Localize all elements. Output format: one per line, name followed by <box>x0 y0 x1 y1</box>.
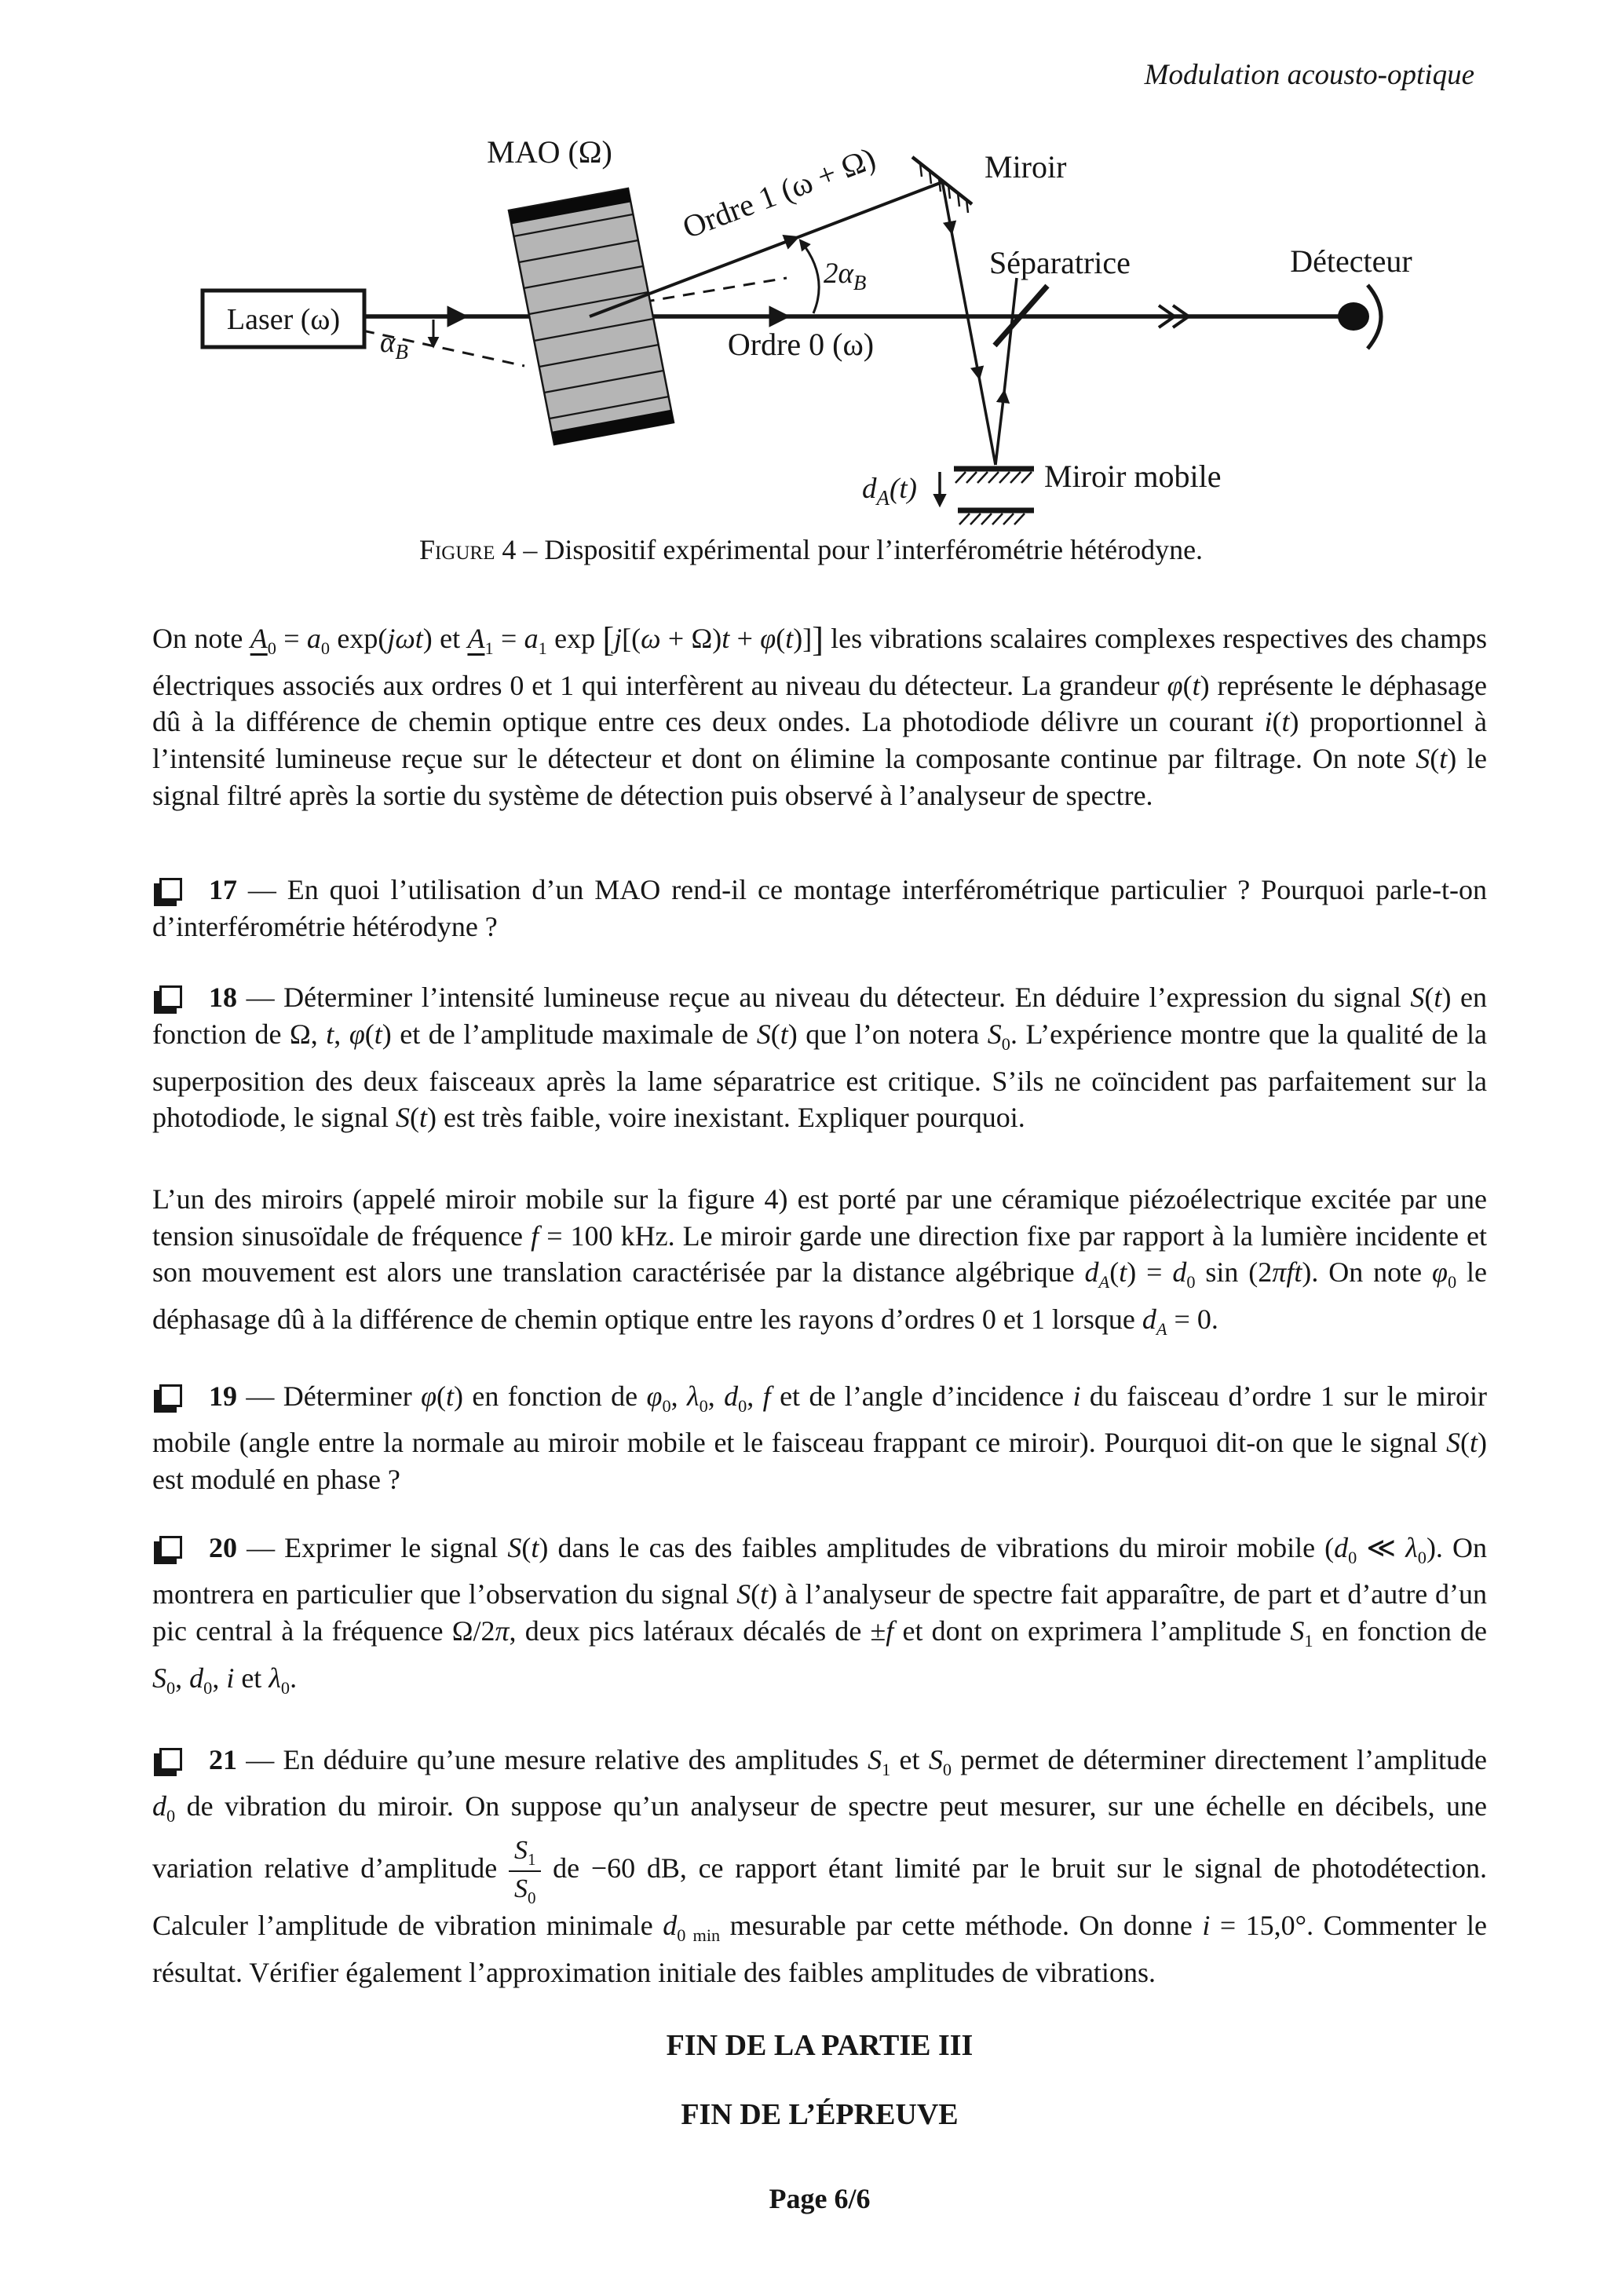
figure-caption-text: – Dispositif expérimental pour l’interférométrie hétérodyne. <box>516 534 1204 565</box>
two-alpha-b-label: $2\alpha_B$ <box>824 258 867 294</box>
question-marker-icon <box>159 1748 182 1771</box>
question-marker-icon <box>159 985 182 1008</box>
figure-caption-label: Figure 4 <box>418 534 517 565</box>
beam-to-mobile-mirror <box>942 181 995 465</box>
detector-dot <box>1338 302 1369 331</box>
question-number: 18 <box>209 982 237 1014</box>
piezo-paragraph: L’un des miroirs (appelé miroir mobile sur la figure 4) est porté par une céramique piézoélectrique excitée par une tension sinusoïdale de fréquence f = 100 kHz. Le miroir garde une direction fixe par rapport à la lumière incidente et son mouvement est alors une translation caractérisée par la distance algébrique $d_A(t) = d_0$ sin (2πft). On note $\varphi_0$ le déphasage dû à la différence de chemin optique entre les rayons d’ordres 0 et 1 lorsque $d_A = 0$. <box>152 1183 1488 1340</box>
beam-from-mobile-mirror <box>995 278 1017 465</box>
question-text: — Exprimer le signal S(t) dans le cas des faibles amplitudes de vibrations du miroir mobile ($d_0$ ≪ $\lambda_0$). On montrera en particulier que l’observation du signal S(t) à l’analyseur de spectre fait apparaître, de part et d’autre d’un pic central à la fréquence Ω/2π, deux pics latéraux décalés de ±f et dont on exprimera l’amplitude $S_1$ en fonction de $S_0$, $d_0$, i et $\lambda_0$. <box>152 1531 1488 1698</box>
ordre1-label: Ordre 1 (ω + Ω) <box>678 140 881 246</box>
mobile-mirror-top <box>954 469 1034 483</box>
question-21 <box>152 1742 1487 1991</box>
mobile-mirror-label: Miroir mobile <box>1044 459 1222 494</box>
question-text: — Déterminer l’intensité lumineuse reçue au niveau du détecteur. En déduire l’expression du signal S(t) en fonction de Ω, t, φ(t) et de l’amplitude maximale de S(t) que l’on notera $S_0$. L’expérience montre que la qualité de la superposition des deux faisceaux après la lame séparatrice est critique. S’ils ne coïncident pas parfaitement sur la photodiode, le signal S(t) est très faible, voire inexistant. Expliquer pourquoi. <box>152 982 1488 1134</box>
detector-arc <box>1368 285 1381 349</box>
detector <box>1338 285 1381 349</box>
mobile-mirror-bottom <box>958 510 1034 525</box>
question-marker-icon <box>159 878 182 901</box>
question-20 <box>152 1530 1487 1707</box>
fin-epreuve-text: FIN DE L’ÉPREUVE <box>681 2098 959 2132</box>
question-number: 19 <box>209 1380 237 1412</box>
question-number: 20 <box>209 1531 237 1563</box>
bragg-angle-arc <box>801 241 819 313</box>
mirror-label: Miroir <box>985 149 1067 185</box>
question-text: — Déterminer φ(t) en fonction de $\varphi_0$, $\lambda_0$, $d_0$, f et de l’angle d’incidence i du faisceau d’ordre 1 sur le miroir mobile (angle entre la normale au miroir mobile et le faisceau frappant ce miroir). Pourquoi dit-on que le signal S(t) est modulé en phase ? <box>152 1380 1488 1496</box>
laser-label: Laser (ω) <box>226 303 341 336</box>
figure-caption <box>0 533 1622 566</box>
figure-diagram <box>0 0 1622 605</box>
question-19 <box>152 1378 1487 1498</box>
mao-label: MAO (Ω) <box>487 134 612 170</box>
running-header: Modulation acousto-optique <box>1144 59 1474 91</box>
question-marker-icon <box>159 1384 182 1407</box>
page-number: Page 6/6 <box>769 2182 871 2214</box>
question-17 <box>152 872 1487 945</box>
question-text: — En quoi l’utilisation d’un MAO rend-il ce montage interférométrique particulier ? Pourquoi parle-t-on d’interférométrie hétérodyne ? <box>152 874 1487 942</box>
da-label: $d_A(t)$ <box>862 473 917 510</box>
question-number: 21 <box>209 1743 237 1775</box>
question-number: 17 <box>209 874 237 906</box>
alpha-b-label: $\alpha_B$ <box>380 327 408 364</box>
fin-partie-text: FIN DE LA PARTIE III <box>666 2028 974 2062</box>
separatrice-label: Séparatrice <box>989 245 1131 280</box>
question-18 <box>152 979 1487 1136</box>
text-column <box>152 620 1487 2217</box>
intro-paragraph: On note $A_0 = a_0$ exp(jωt) et $A_1 = a_1$ exp [j[(ω + Ω)t + φ(t)]] les vibrations scalaires complexes respectives des champs électriques associés aux ordres 0 et 1 qui interfèrent au niveau du détecteur. La grandeur φ(t) représente le déphasage dû à la différence de chemin optique entre ces deux ondes. La photodiode délivre un courant i(t) proportionnel à l’intensité lumineuse reçue sur le détecteur et dont on élimine la composante continue par filtrage. On note S(t) le signal filtré après la sortie du système de détection puis observé à l’analyseur de spectre. <box>152 620 1488 811</box>
question-text: — En déduire qu’une mesure relative des amplitudes $S_1$ et $S_0$ permet de déterminer directement l’amplitude $d_0$ de vibration du miroir. On suppose qu’un analyseur de spectre peut mesurer, sur une échelle en décibels, une variation relative d’amplitude $\frac{S_1}{S_0}$ de −60 dB, ce rapport étant limité par le bruit sur le signal de photodétection. Calculer l’amplitude de vibration minimale $d_{0 min}$ mesurable par cette méthode. On donne i = 15,0°. Commenter le résultat. Vérifier également l’approximation initiale des faibles amplitudes de vibrations. <box>152 1743 1487 1988</box>
question-marker-icon <box>159 1536 182 1559</box>
ordre0-label: Ordre 0 (ω) <box>727 327 875 362</box>
detector-label: Détecteur <box>1290 243 1412 279</box>
